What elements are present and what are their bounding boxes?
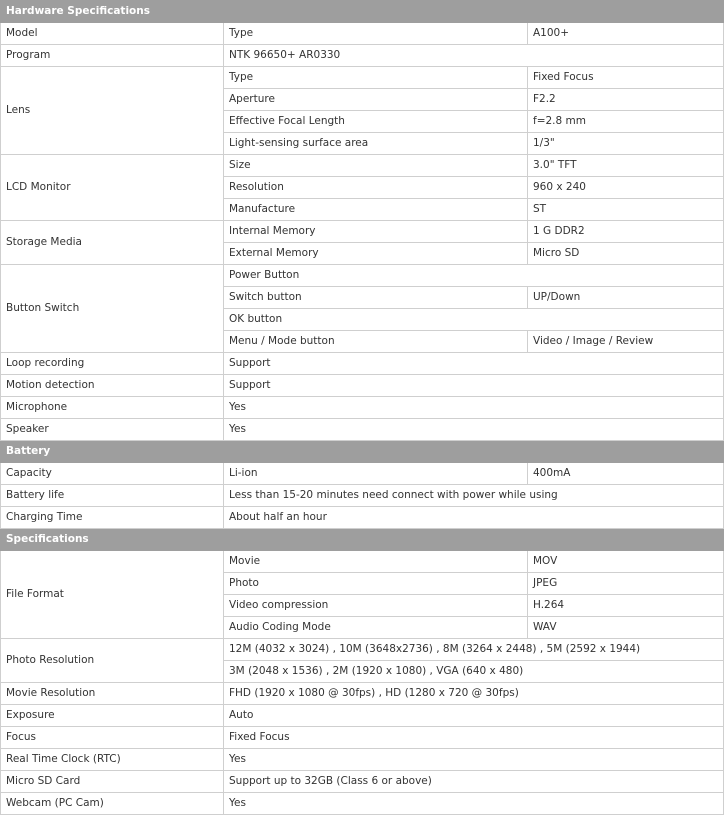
row-value: 960 x 240 bbox=[528, 177, 724, 199]
row-label: Charging Time bbox=[1, 507, 224, 529]
row-value: 1/3" bbox=[528, 133, 724, 155]
table-row bbox=[1, 507, 724, 529]
row-key: Resolution bbox=[224, 177, 528, 199]
row-label: Photo Resolution bbox=[1, 639, 224, 683]
section-title: Specifications bbox=[1, 529, 724, 551]
row-value: Yes bbox=[224, 397, 724, 419]
section-title: Hardware Specifications bbox=[1, 1, 724, 23]
row-value: Yes bbox=[224, 419, 724, 441]
row-value: 3M (2048 x 1536) , 2M (1920 x 1080) , VGA (640 x 480) bbox=[224, 661, 724, 683]
table-row bbox=[1, 463, 724, 485]
row-value: ST bbox=[528, 199, 724, 221]
section-header-specifications bbox=[1, 529, 724, 551]
row-value: Video / Image / Review bbox=[528, 331, 724, 353]
table-row bbox=[1, 485, 724, 507]
row-label: Lens bbox=[1, 67, 224, 155]
table-row bbox=[1, 221, 724, 243]
row-value: Support up to 32GB (Class 6 or above) bbox=[224, 771, 724, 793]
table-row bbox=[1, 771, 724, 793]
row-value: f=2.8 mm bbox=[528, 111, 724, 133]
row-label: Capacity bbox=[1, 463, 224, 485]
table-row bbox=[1, 67, 724, 89]
row-value: 3.0" TFT bbox=[528, 155, 724, 177]
table-row bbox=[1, 45, 724, 67]
row-value: Fixed Focus bbox=[528, 67, 724, 89]
table-row bbox=[1, 793, 724, 815]
table-row bbox=[1, 749, 724, 771]
row-value: Fixed Focus bbox=[224, 727, 724, 749]
row-label: Program bbox=[1, 45, 224, 67]
row-value: A100+ bbox=[528, 23, 724, 45]
row-value: H.264 bbox=[528, 595, 724, 617]
table-row bbox=[1, 375, 724, 397]
row-value: Yes bbox=[224, 749, 724, 771]
row-key: Audio Coding Mode bbox=[224, 617, 528, 639]
row-label: Motion detection bbox=[1, 375, 224, 397]
row-key: Photo bbox=[224, 573, 528, 595]
row-value: MOV bbox=[528, 551, 724, 573]
row-label: Button Switch bbox=[1, 265, 224, 353]
row-value: Less than 15-20 minutes need connect with power while using bbox=[224, 485, 724, 507]
row-key: Size bbox=[224, 155, 528, 177]
row-value: Support bbox=[224, 353, 724, 375]
row-key: Video compression bbox=[224, 595, 528, 617]
row-label: Loop recording bbox=[1, 353, 224, 375]
table-row bbox=[1, 419, 724, 441]
row-key: Internal Memory bbox=[224, 221, 528, 243]
section-header-hardware bbox=[1, 1, 724, 23]
row-key: OK button bbox=[224, 309, 724, 331]
row-label: LCD Monitor bbox=[1, 155, 224, 221]
row-key: Manufacture bbox=[224, 199, 528, 221]
section-header-battery bbox=[1, 441, 724, 463]
row-value: About half an hour bbox=[224, 507, 724, 529]
row-value: Support bbox=[224, 375, 724, 397]
row-value: F2.2 bbox=[528, 89, 724, 111]
row-value: 1 G DDR2 bbox=[528, 221, 724, 243]
row-value: Auto bbox=[224, 705, 724, 727]
row-label: Micro SD Card bbox=[1, 771, 224, 793]
table-row bbox=[1, 397, 724, 419]
row-value: Micro SD bbox=[528, 243, 724, 265]
row-label: Webcam (PC Cam) bbox=[1, 793, 224, 815]
row-key: Menu / Mode button bbox=[224, 331, 528, 353]
row-key: Aperture bbox=[224, 89, 528, 111]
row-key: External Memory bbox=[224, 243, 528, 265]
row-value: JPEG bbox=[528, 573, 724, 595]
row-value: WAV bbox=[528, 617, 724, 639]
row-key: Light-sensing surface area bbox=[224, 133, 528, 155]
row-label: Battery life bbox=[1, 485, 224, 507]
row-label: File Format bbox=[1, 551, 224, 639]
table-row bbox=[1, 551, 724, 573]
row-value: FHD (1920 x 1080 @ 30fps) , HD (1280 x 720 @ 30fps) bbox=[224, 683, 724, 705]
row-key: Switch button bbox=[224, 287, 528, 309]
section-title: Battery bbox=[1, 441, 724, 463]
table-row bbox=[1, 683, 724, 705]
table-row bbox=[1, 155, 724, 177]
row-value: UP/Down bbox=[528, 287, 724, 309]
table-row bbox=[1, 639, 724, 661]
row-value: NTK 96650+ AR0330 bbox=[224, 45, 724, 67]
row-label: Movie Resolution bbox=[1, 683, 224, 705]
row-label: Microphone bbox=[1, 397, 224, 419]
row-key: Power Button bbox=[224, 265, 724, 287]
row-key: Movie bbox=[224, 551, 528, 573]
row-label: Speaker bbox=[1, 419, 224, 441]
row-key: Type bbox=[224, 67, 528, 89]
table-row bbox=[1, 705, 724, 727]
row-value: 400mA bbox=[528, 463, 724, 485]
row-label: Exposure bbox=[1, 705, 224, 727]
row-key: Effective Focal Length bbox=[224, 111, 528, 133]
row-label: Focus bbox=[1, 727, 224, 749]
row-value: 12M (4032 x 3024) , 10M (3648x2736) , 8M (3264 x 2448) , 5M (2592 x 1944) bbox=[224, 639, 724, 661]
row-value: Yes bbox=[224, 793, 724, 815]
row-label: Storage Media bbox=[1, 221, 224, 265]
table-row bbox=[1, 353, 724, 375]
row-key: Li-ion bbox=[224, 463, 528, 485]
table-row bbox=[1, 265, 724, 287]
row-key: Type bbox=[224, 23, 528, 45]
table-row bbox=[1, 727, 724, 749]
row-label: Model bbox=[1, 23, 224, 45]
row-label: Real Time Clock (RTC) bbox=[1, 749, 224, 771]
table-row bbox=[1, 23, 724, 45]
